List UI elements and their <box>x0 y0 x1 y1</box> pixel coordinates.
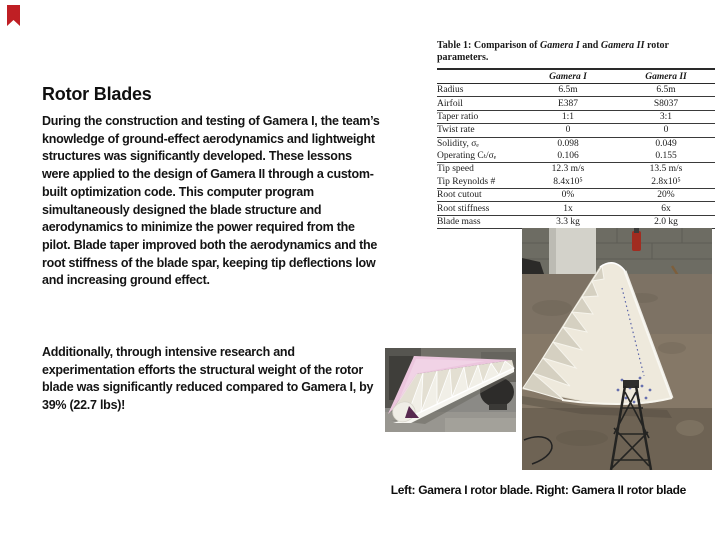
param-value: 3:1 <box>617 110 715 123</box>
param-value: 0 <box>519 124 617 137</box>
table-caption <box>437 40 715 63</box>
gamera2-blade-illustration <box>522 228 712 470</box>
table-row <box>437 215 715 228</box>
param-name: Tip Reynolds # <box>437 176 519 189</box>
param-value: 8.4x10⁵ <box>519 176 617 189</box>
param-value: 13.5 m/s <box>649 164 683 175</box>
param-value: 6.5m <box>519 84 617 97</box>
table-header-row <box>437 69 715 84</box>
page-title: Rotor Blades <box>42 84 152 104</box>
table-caption-gamera2: Gamera II <box>600 40 645 51</box>
param-value: 6x <box>617 202 715 215</box>
table-caption-gamera1: Gamera I <box>539 40 580 51</box>
param-name: Radius <box>437 84 519 97</box>
param-name: Solidity, σₑ <box>437 138 479 149</box>
param-name: Blade mass <box>437 215 519 228</box>
param-value: 0.155 <box>617 150 715 163</box>
table-row <box>437 137 715 150</box>
param-value: 0 <box>617 124 715 137</box>
gamera1-blade-photo <box>385 348 516 432</box>
column-header-blank <box>437 69 519 84</box>
param-value: 12.3 m/s <box>551 164 585 175</box>
table-row <box>437 97 715 110</box>
table-caption-tail: rotor parameters. <box>437 40 669 63</box>
rotor-table-body <box>437 84 715 229</box>
corner-flag-icon <box>7 5 21 31</box>
gamera1-blade-illustration <box>385 348 516 432</box>
param-value: 0.049 <box>655 138 677 149</box>
param-name: Root stiffness <box>437 202 519 215</box>
param-name: Tip speed <box>437 164 474 175</box>
param-value: E387 <box>519 97 617 110</box>
param-value: 2.8x10⁵ <box>617 176 715 189</box>
fire-extinguisher-shape <box>632 228 641 251</box>
param-name: Taper ratio <box>437 110 519 123</box>
table-caption-and: and <box>579 40 601 51</box>
param-value: 20% <box>617 189 715 202</box>
column-header-gamera1: Gamera I <box>519 69 617 84</box>
param-name: Twist rate <box>437 124 519 137</box>
column-header-gamera2: Gamera II <box>617 69 715 84</box>
table-row <box>437 189 715 202</box>
table-row <box>437 110 715 123</box>
table-row <box>437 202 715 215</box>
rotor-parameters-table <box>437 68 715 229</box>
param-value: S8037 <box>617 97 715 110</box>
table-caption-text: Table 1: Comparison of <box>437 40 540 51</box>
param-value: 1x <box>519 202 617 215</box>
param-name: Operating Cₜ/σₑ <box>437 150 519 163</box>
param-name: Root cutout <box>437 189 519 202</box>
param-value: 0.106 <box>519 150 617 163</box>
table-row <box>437 150 715 163</box>
rotor-parameters-figure <box>437 40 715 229</box>
gamera2-blade-photo <box>522 228 712 470</box>
param-value: 6.5m <box>617 84 715 97</box>
body-paragraph-1: During the construction and testing of Gamera I, the team’s knowledge of ground-effect aerodynamics and lightweight structures was significantly developed. These lessons were applied to the design of Gamera II through a custom-built optimization code. This computer program simultaneously designed the blade structure and aerodynamics to minimize the power required from the pilot. Blade taper improved both the aerodynamics and the root stiffness of the blade spar, keeping tip deflections low and increasing ground effect. <box>42 114 380 288</box>
param-value: 2.0 kg <box>617 215 715 228</box>
photo-caption: Left: Gamera I rotor blade. Right: Gamera II rotor blade <box>390 483 686 497</box>
param-value: 3.3 kg <box>519 215 617 228</box>
param-value: 1:1 <box>519 110 617 123</box>
param-value: 0% <box>519 189 617 202</box>
table-row <box>437 124 715 137</box>
table-row <box>437 84 715 97</box>
param-value: 0.098 <box>557 138 579 149</box>
body-paragraph-2: Additionally, through intensive research and experimentation efforts the structural weight of the rotor blade was significantly reduced compared to Gamera I, by 39% (22.7 lbs)! <box>42 345 374 413</box>
table-row <box>437 163 715 176</box>
table-row <box>437 176 715 189</box>
param-name: Airfoil <box>437 97 519 110</box>
